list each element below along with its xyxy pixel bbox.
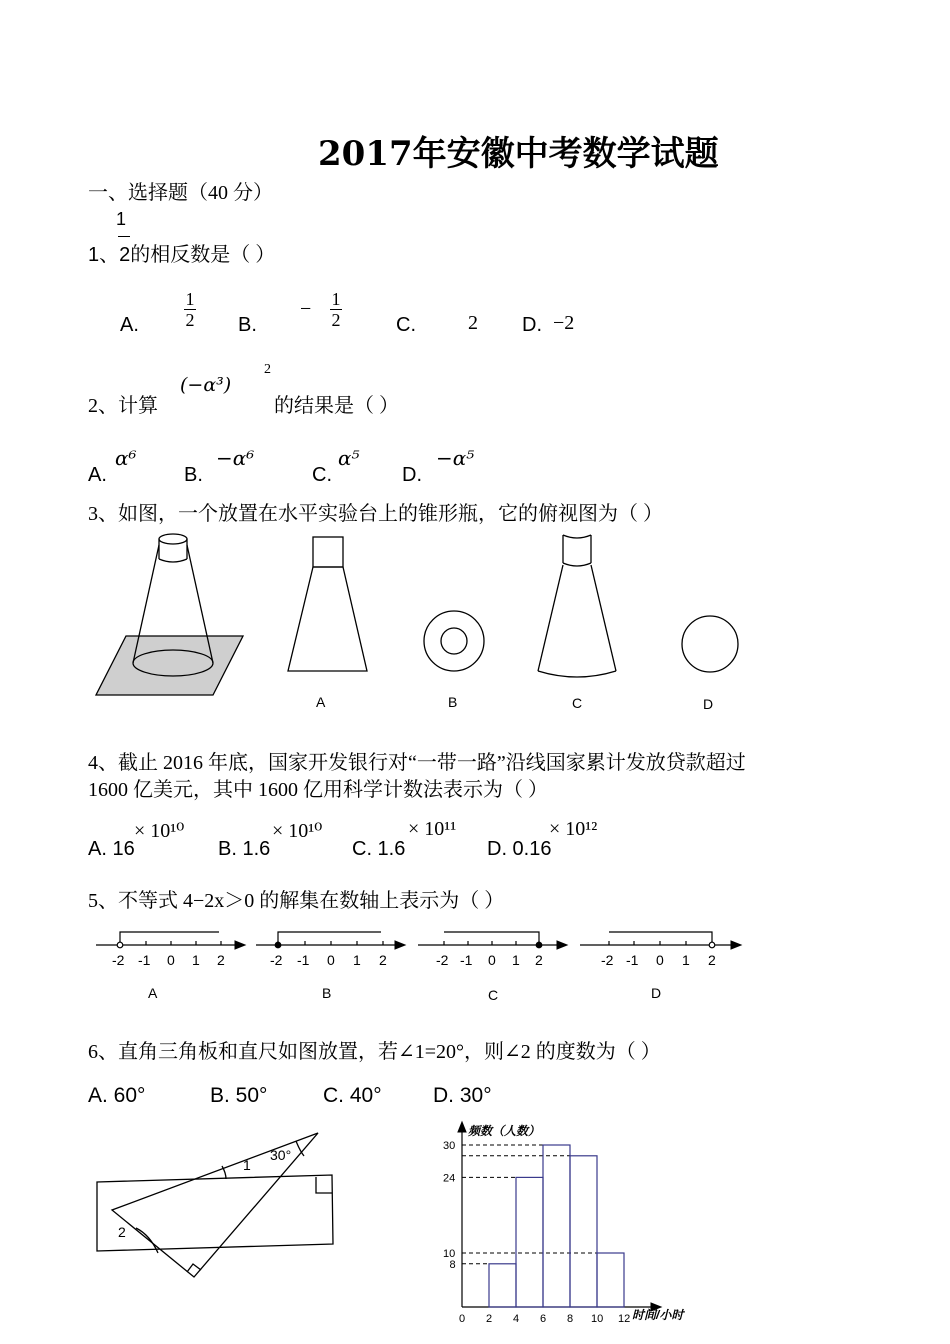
q4-option-b-power: × 10¹⁰ [272, 820, 323, 842]
q1-a-den: 2 [185, 310, 195, 330]
tick-label: 1 [512, 952, 520, 968]
q6-option-b: B. 50° [210, 1084, 268, 1107]
q6-stem: 6、直角三角板和直尺如图放置，若∠1=20°，则∠2 的度数为（ ） [88, 1041, 661, 1063]
number-line-a [96, 932, 244, 948]
q1-option-a [184, 289, 196, 330]
ruler-triangle-figure [0, 1125, 400, 1285]
ruler-corner-mark [316, 1177, 332, 1193]
ruler [97, 1175, 333, 1251]
q1-frac-bar [118, 236, 130, 237]
q2-option-d: −α⁵ [436, 446, 475, 470]
q2-label-b: B. [184, 464, 203, 486]
tick-label: 1 [682, 952, 690, 968]
y-tick-label: 30 [443, 1140, 456, 1152]
section-heading: 一、选择题（40 分） [88, 182, 273, 204]
tick-label: 0 [167, 952, 175, 968]
x-tick-label: 4 [513, 1313, 520, 1325]
y-tick-label: 24 [443, 1172, 456, 1185]
histogram-bar [489, 1264, 516, 1307]
view-a-figure [288, 537, 367, 671]
q4-option-d: D. 0.16 [487, 838, 552, 860]
tick-label: 2 [708, 952, 716, 968]
q4-stem-line2: 1600 亿美元，其中 1600 亿用科学计数法表示为（ ） [88, 779, 548, 801]
page-title: 2017年安徽中考数学试题 [318, 134, 719, 174]
q2-option-b: −α⁶ [216, 446, 255, 470]
tick-label: -1 [138, 952, 151, 968]
q1-a-num: 1 [185, 289, 195, 309]
q5-number-lines [0, 920, 950, 1010]
q6-option-a: A. 60° [88, 1084, 146, 1107]
q1-frac-num: 1 [116, 209, 127, 229]
x-tick-label: 12 [618, 1313, 631, 1325]
q2-label-a: A. [88, 464, 107, 486]
q1-stem-text: 的相反数是（ ） [130, 244, 276, 266]
tick-label: -1 [460, 952, 473, 968]
x-tick-label: 6 [540, 1313, 547, 1325]
q4-stem-line1: 4、截止 2016 年底，国家开发银行对“一带一路”沿线国家累计发放贷款超过 [88, 752, 746, 774]
tick-label: -2 [436, 952, 449, 968]
q2-label-c: C. [312, 464, 332, 486]
q4-option-d-power: × 10¹² [549, 818, 598, 840]
q5-label-c: C [488, 987, 499, 1003]
q4-option-a: A. 16 [88, 838, 135, 860]
histogram-chart [420, 1115, 720, 1344]
q6-option-d: D. 30° [433, 1084, 492, 1107]
tick-label: 2 [217, 952, 225, 968]
q1-label-a: A. [120, 314, 139, 336]
tick-label: 0 [488, 952, 496, 968]
angle-30-label: 30° [270, 1147, 292, 1163]
histogram-bar [570, 1156, 597, 1307]
x-tick-label: 8 [567, 1313, 574, 1325]
view-b-figure [424, 611, 484, 671]
number-line-d [580, 932, 740, 948]
q5-stem: 5、不等式 4−2x＞0 的解集在数轴上表示为（ ） [88, 890, 505, 912]
tick-label: 2 [535, 952, 543, 968]
q1-option-c: 2 [468, 312, 478, 334]
q5-label-a: A [148, 985, 158, 1001]
histogram-bar [543, 1145, 570, 1307]
q2-label-d: D. [402, 464, 422, 486]
q1-label-c: C. [396, 314, 416, 336]
q3-label-b: B [448, 694, 458, 710]
view-c-figure [538, 535, 616, 677]
number-line-b [256, 932, 404, 948]
angle-2-label: 2 [118, 1224, 126, 1240]
q1-b-num: 1 [331, 289, 341, 309]
q3-label-d: D [703, 696, 714, 712]
tick-label: -2 [112, 952, 125, 968]
q6-option-c: C. 40° [323, 1084, 382, 1107]
q1-option-d: −2 [553, 312, 575, 334]
q1-b-sign: − [300, 298, 312, 320]
q1-label-b: B. [238, 314, 257, 336]
flask-on-table-figure [96, 534, 243, 695]
q4-option-c: C. 1.6 [352, 838, 406, 860]
tick-label: -2 [601, 952, 614, 968]
q3-figures [0, 525, 950, 725]
q1-label-d: D. [522, 314, 542, 336]
q2-option-c: α⁵ [338, 446, 360, 470]
y-axis-label: 频数（人数） [468, 1124, 541, 1138]
x-tick-label: 2 [486, 1313, 493, 1325]
q1-b-den: 2 [331, 310, 341, 330]
q1-number: 1、 [88, 244, 120, 266]
x-axis-label: 时间/小时 [632, 1308, 684, 1322]
number-line-tick-labels [112, 952, 716, 968]
q4-option-a-power: × 10¹⁰ [134, 820, 185, 842]
angle-1-label: 1 [243, 1157, 251, 1173]
q1-stem-fraction [116, 208, 126, 230]
q4-option-c-power: × 10¹¹ [408, 818, 457, 840]
q5-label-d: D [651, 985, 662, 1001]
x-tick-label: 10 [591, 1313, 604, 1325]
tick-label: 1 [353, 952, 361, 968]
y-tick-label: 10 [443, 1248, 456, 1260]
q3-label-c: C [572, 695, 583, 711]
q2-expression: (−α³) [180, 374, 232, 396]
tick-label: -1 [297, 952, 310, 968]
q1-frac-den: 2 [119, 244, 131, 266]
y-tick-label: 8 [449, 1258, 456, 1271]
tick-label: 0 [656, 952, 664, 968]
tick-label: 2 [379, 952, 387, 968]
tick-label: -2 [270, 952, 283, 968]
histogram-bar [597, 1253, 624, 1307]
q2-exponent: 2 [264, 362, 271, 377]
number-line-c [418, 932, 566, 948]
q1-option-b [330, 289, 342, 330]
tick-label: -1 [626, 952, 639, 968]
q2-stem: 2、计算 [88, 395, 158, 417]
x-tick-label: 0 [459, 1313, 466, 1325]
tick-label: 1 [192, 952, 200, 968]
histogram-bar [516, 1177, 543, 1307]
view-d-figure [682, 616, 738, 672]
tick-label: 0 [327, 952, 335, 968]
q2-option-a: α⁶ [115, 446, 137, 470]
q4-option-b: B. 1.6 [218, 838, 271, 860]
q2-tail: 的结果是（ ） [274, 395, 399, 417]
q1-stem [88, 238, 275, 267]
q5-label-b: B [322, 985, 332, 1001]
q3-stem: 3、如图，一个放置在水平实验台上的锥形瓶，它的俯视图为（ ） [88, 503, 663, 525]
q3-label-a: A [316, 694, 326, 710]
